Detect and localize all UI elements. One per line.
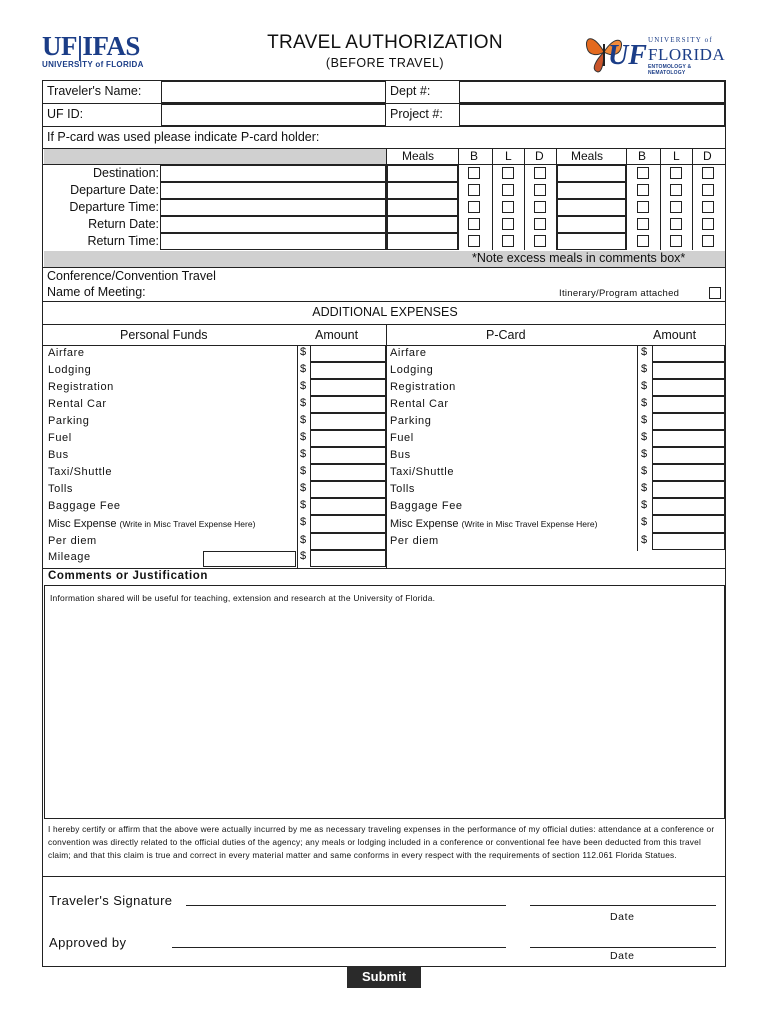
dept-field[interactable] <box>459 81 725 103</box>
lunch-checkbox-2-row1[interactable] <box>670 167 682 179</box>
project-label: Project #: <box>390 107 443 121</box>
misc-note: (Write in Misc Travel Expense Here) <box>119 519 256 529</box>
pcard-item-bus: Bus <box>390 449 411 461</box>
pcard-amount-registration[interactable] <box>652 379 725 396</box>
return-time-field[interactable] <box>160 233 386 250</box>
meals-field-2-row1[interactable] <box>557 165 626 182</box>
breakfast-checkbox-2-row3[interactable] <box>637 201 649 213</box>
travelers-signature-line[interactable] <box>186 905 506 906</box>
dinner-checkbox-2-row3[interactable] <box>702 201 714 213</box>
breakfast-checkbox-2-row4[interactable] <box>637 218 649 230</box>
lunch-checkbox-1-row2[interactable] <box>502 184 514 196</box>
lunch-checkbox-1-row3[interactable] <box>502 201 514 213</box>
return-date-label: Return Date: <box>88 217 159 231</box>
pcard-item-registration: Registration <box>390 381 456 393</box>
ufifas-logo-subtext: UNIVERSITY of FLORIDA <box>42 60 144 69</box>
travelers-name-field[interactable] <box>161 81 386 103</box>
lunch-checkbox-2-row2[interactable] <box>670 184 682 196</box>
pcard-amount-per-diem[interactable] <box>652 533 725 550</box>
personal-amount-airfare[interactable] <box>310 345 386 362</box>
mileage-field[interactable] <box>203 551 296 567</box>
additional-expenses-heading: ADDITIONAL EXPENSES <box>312 305 458 319</box>
pcard-item-airfare: Airfare <box>390 347 427 359</box>
dollar-sign: $ <box>300 431 307 443</box>
pcard-item-misc <box>390 518 597 530</box>
conference-heading: Conference/Convention Travel <box>47 269 216 283</box>
pcard-amount-misc[interactable] <box>652 515 725 533</box>
personal-amount-parking[interactable] <box>310 413 386 430</box>
uf-entomology-logo <box>584 30 729 74</box>
dollar-sign: $ <box>641 465 648 477</box>
pcard-header: P-Card <box>486 328 526 342</box>
meals-field-1-row5[interactable] <box>387 233 458 250</box>
pcard-holder-label: If P-card was used please indicate P-card holder: <box>47 130 320 144</box>
dinner-checkbox-2-row2[interactable] <box>702 184 714 196</box>
certification-text: I hereby certify or affirm that the above were actually incurred by me as necessary traveling expenses in the performance of my official duties: attendance at a conference or convention was directly related to the official duties of the agency; any meals or lodging included in a conference or conventional fee have been deducted from this travel claim; and that this claim is true and correct in every material matter and same conforms in every respect with the requirements of section 112.061 Florida Statues. <box>48 824 715 860</box>
date-label-1: Date <box>610 911 635 923</box>
dollar-sign: $ <box>641 448 648 460</box>
dollar-sign: $ <box>641 380 648 392</box>
page-title: TRAVEL AUTHORIZATION <box>267 32 503 53</box>
personal-item-rental-car: Rental Car <box>48 398 107 410</box>
breakfast-checkbox-2-row5[interactable] <box>637 235 649 247</box>
pcard-item-parking: Parking <box>390 415 432 427</box>
dollar-sign: $ <box>641 397 648 409</box>
pcard-item-taxi: Taxi/Shuttle <box>390 466 455 478</box>
lunch-checkbox-1-row1[interactable] <box>502 167 514 179</box>
pcard-item-fuel: Fuel <box>390 432 414 444</box>
personal-item-fuel: Fuel <box>48 432 72 444</box>
pcard-amount-fuel[interactable] <box>652 430 725 447</box>
breakfast-checkbox-1-row3[interactable] <box>468 201 480 213</box>
trip-header-shade <box>44 149 386 164</box>
dollar-sign: $ <box>300 448 307 460</box>
breakfast-checkbox-2-row2[interactable] <box>637 184 649 196</box>
b-header-2: B <box>638 149 647 163</box>
meals-field-1-row1[interactable] <box>387 165 458 182</box>
pcard-item-rental-car: Rental Car <box>390 398 449 410</box>
meals-header-1: Meals <box>402 149 435 163</box>
meals-field-2-row4[interactable] <box>557 216 626 233</box>
pcard-amount-baggage[interactable] <box>652 498 725 515</box>
meals-field-2-row3[interactable] <box>557 199 626 216</box>
dollar-sign: $ <box>300 516 307 528</box>
pcard-amount-bus[interactable] <box>652 447 725 464</box>
meals-field-1-row4[interactable] <box>387 216 458 233</box>
meals-field-1-row2[interactable] <box>387 182 458 199</box>
pcard-amount-airfare[interactable] <box>652 345 725 362</box>
dollar-sign: $ <box>300 363 307 375</box>
date-label-2: Date <box>610 950 635 962</box>
personal-item-parking: Parking <box>48 415 90 427</box>
logo-univ-text: UNIVERSITY of <box>648 36 713 44</box>
personal-item-lodging: Lodging <box>48 364 92 376</box>
logo-florida-text: FLORIDA <box>648 45 726 64</box>
comments-textarea[interactable] <box>44 585 725 819</box>
personal-item-baggage: Baggage Fee <box>48 500 121 512</box>
dinner-checkbox-1-row2[interactable] <box>534 184 546 196</box>
pcard-amount-rental-car[interactable] <box>652 396 725 413</box>
dollar-sign: $ <box>300 550 307 562</box>
dinner-checkbox-1-row1[interactable] <box>534 167 546 179</box>
pcard-amount-tolls[interactable] <box>652 481 725 498</box>
dollar-sign: $ <box>300 534 307 546</box>
ufid-field[interactable] <box>161 104 386 126</box>
itinerary-label: Itinerary/Program attached <box>559 288 680 299</box>
lunch-checkbox-2-row3[interactable] <box>670 201 682 213</box>
dinner-checkbox-1-row5[interactable] <box>534 235 546 247</box>
departure-time-field[interactable] <box>160 199 386 216</box>
l-header-1: L <box>505 149 512 163</box>
dinner-checkbox-1-row3[interactable] <box>534 201 546 213</box>
logo-dept-text: ENTOMOLOGY & NEMATOLOGY <box>648 64 692 76</box>
dollar-sign: $ <box>300 397 307 409</box>
dollar-sign: $ <box>300 482 307 494</box>
uf-mark: UF <box>608 40 647 71</box>
breakfast-checkbox-2-row1[interactable] <box>637 167 649 179</box>
dinner-checkbox-1-row4[interactable] <box>534 218 546 230</box>
comments-heading: Comments or Justification <box>48 570 209 582</box>
pcard-amount-parking[interactable] <box>652 413 725 430</box>
personal-amount-misc[interactable] <box>310 515 386 533</box>
personal-amount-mileage[interactable] <box>310 550 386 567</box>
personal-amount-tolls[interactable] <box>310 481 386 498</box>
breakfast-checkbox-1-row2[interactable] <box>468 184 480 196</box>
meals-field-2-row2[interactable] <box>557 182 626 199</box>
project-field[interactable] <box>459 104 725 126</box>
personal-amount-baggage[interactable] <box>310 498 386 515</box>
pcard-amount-taxi[interactable] <box>652 464 725 481</box>
submit-button[interactable]: Submit <box>347 966 421 988</box>
l-header-2: L <box>673 149 680 163</box>
dollar-sign: $ <box>641 482 648 494</box>
personal-amount-taxi[interactable] <box>310 464 386 481</box>
personal-item-misc <box>48 518 255 530</box>
approved-date-line[interactable] <box>530 947 716 948</box>
dollar-sign: $ <box>300 414 307 426</box>
dollar-sign: $ <box>641 414 648 426</box>
dinner-checkbox-2-row5[interactable] <box>702 235 714 247</box>
lunch-checkbox-1-row5[interactable] <box>502 235 514 247</box>
amount-header-1: Amount <box>315 328 359 342</box>
ufifas-logo-text: UF|IFAS <box>42 31 140 61</box>
return-time-label: Return Time: <box>87 234 159 248</box>
approved-by-line[interactable] <box>172 947 506 948</box>
personal-funds-header: Personal Funds <box>120 328 208 342</box>
dollar-sign: $ <box>641 534 648 546</box>
comments-info-text: Information shared will be useful for teaching, extension and research at the University of Florida. <box>50 593 436 603</box>
itinerary-checkbox[interactable] <box>709 287 721 299</box>
personal-amount-bus[interactable] <box>310 447 386 464</box>
approved-by-label: Approved by <box>49 935 127 950</box>
dollar-sign: $ <box>641 346 648 358</box>
pcard-item-tolls: Tolls <box>390 483 416 495</box>
travelers-name-label: Traveler's Name: <box>47 84 142 98</box>
pcard-item-per-diem: Per diem <box>390 535 439 547</box>
dollar-sign: $ <box>641 363 648 375</box>
pcard-item-baggage: Baggage Fee <box>390 500 463 512</box>
dollar-sign: $ <box>641 516 648 528</box>
dollar-sign: $ <box>300 465 307 477</box>
meals-field-2-row5[interactable] <box>557 233 626 250</box>
d-header-1: D <box>535 149 544 163</box>
destination-label: Destination: <box>92 166 159 180</box>
breakfast-checkbox-1-row5[interactable] <box>468 235 480 247</box>
dollar-sign: $ <box>300 380 307 392</box>
amount-header-2: Amount <box>653 328 697 342</box>
personal-item-per-diem: Per diem <box>48 535 97 547</box>
pcard-amount-lodging[interactable] <box>652 362 725 379</box>
dollar-sign: $ <box>300 346 307 358</box>
meals-header-2: Meals <box>571 149 604 163</box>
meeting-name-field[interactable] <box>165 285 555 300</box>
personal-item-tolls: Tolls <box>48 483 74 495</box>
pcard-item-lodging: Lodging <box>390 364 434 376</box>
excess-meals-note: *Note excess meals in comments box* <box>472 251 686 265</box>
ufid-label: UF ID: <box>47 107 84 121</box>
misc-main-label: Misc Expense <box>48 518 117 530</box>
personal-item-registration: Registration <box>48 381 114 393</box>
departure-date-label: Departure Date: <box>70 183 159 197</box>
page-subtitle: (BEFORE TRAVEL) <box>325 56 445 70</box>
dept-label: Dept #: <box>390 84 431 98</box>
personal-item-mileage: Mileage <box>48 551 91 563</box>
personal-amount-per-diem[interactable] <box>310 533 386 550</box>
meals-field-1-row3[interactable] <box>387 199 458 216</box>
meeting-name-label: Name of Meeting: <box>47 285 146 299</box>
departure-time-label: Departure Time: <box>69 200 159 214</box>
travelers-date-line[interactable] <box>530 905 716 906</box>
b-header-1: B <box>470 149 479 163</box>
personal-item-taxi: Taxi/Shuttle <box>48 466 113 478</box>
return-date-field[interactable] <box>160 216 386 233</box>
dollar-sign: $ <box>641 431 648 443</box>
departure-date-field[interactable] <box>160 182 386 199</box>
dinner-checkbox-2-row1[interactable] <box>702 167 714 179</box>
dollar-sign: $ <box>641 499 648 511</box>
personal-amount-lodging[interactable] <box>310 362 386 379</box>
lunch-checkbox-2-row4[interactable] <box>670 218 682 230</box>
personal-item-bus: Bus <box>48 449 69 461</box>
dollar-sign: $ <box>300 499 307 511</box>
misc-main-label: Misc Expense <box>390 518 459 530</box>
travelers-signature-label: Traveler's Signature <box>49 893 173 908</box>
dinner-checkbox-2-row4[interactable] <box>702 218 714 230</box>
lunch-checkbox-2-row5[interactable] <box>670 235 682 247</box>
personal-amount-fuel[interactable] <box>310 430 386 447</box>
personal-amount-registration[interactable] <box>310 379 386 396</box>
d-header-2: D <box>703 149 712 163</box>
breakfast-checkbox-1-row1[interactable] <box>468 167 480 179</box>
lunch-checkbox-1-row4[interactable] <box>502 218 514 230</box>
misc-note: (Write in Misc Travel Expense Here) <box>461 519 598 529</box>
personal-amount-rental-car[interactable] <box>310 396 386 413</box>
personal-item-airfare: Airfare <box>48 347 85 359</box>
destination-field[interactable] <box>160 165 386 182</box>
breakfast-checkbox-1-row4[interactable] <box>468 218 480 230</box>
